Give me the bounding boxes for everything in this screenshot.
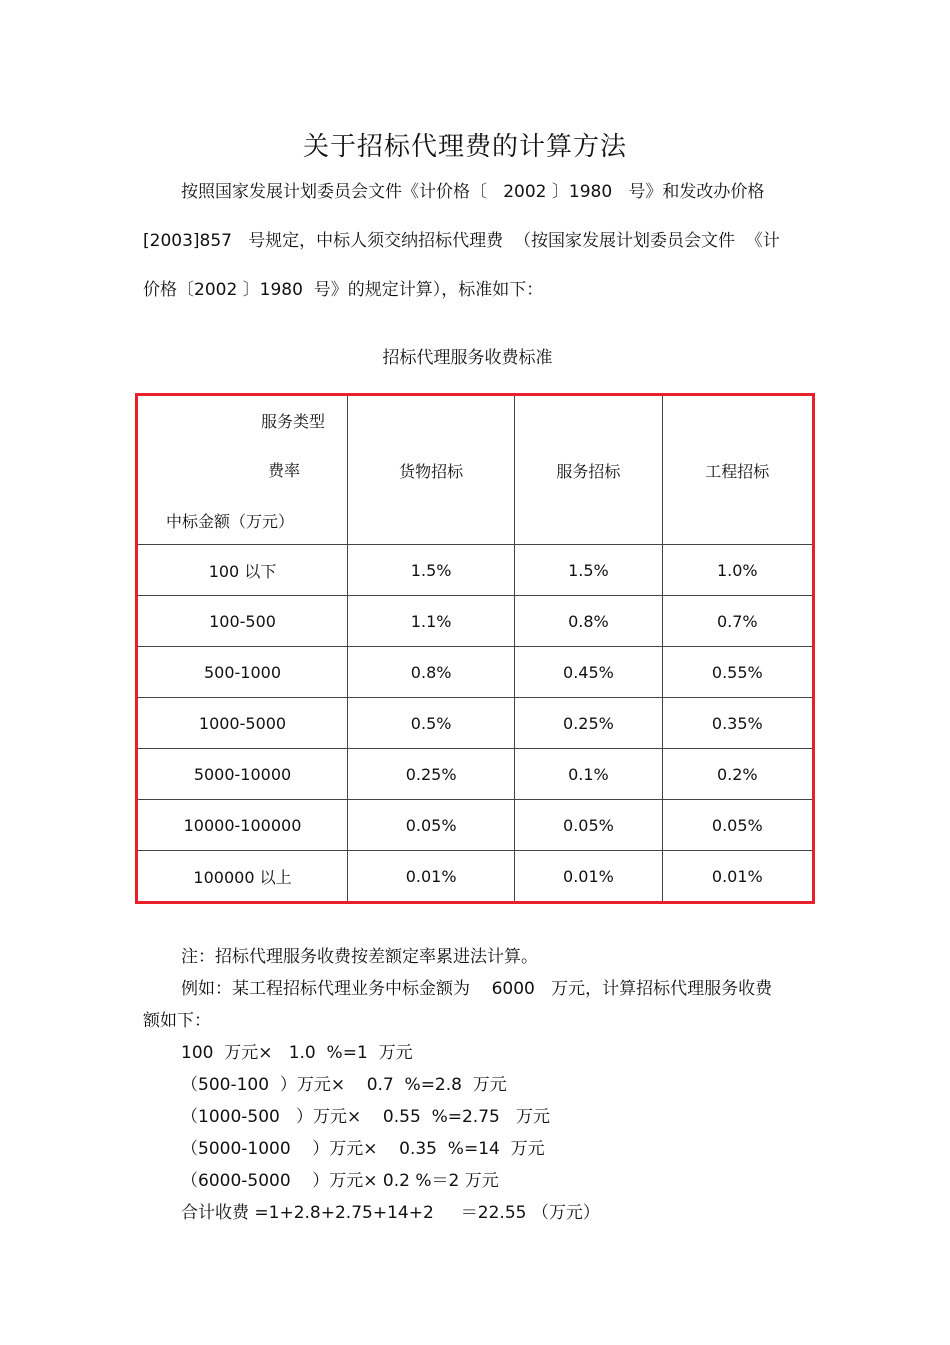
corner-header-cell — [137, 395, 348, 545]
intro-paragraph — [143, 168, 813, 315]
calc-line: （500-100 ）万元× 0.7 %=2.8 万元 — [181, 1075, 507, 1095]
example-line-1: 例如：某工程招标代理业务中标金额为 6000 万元，计算招标代理服务收费 — [181, 979, 773, 999]
intro-line-2: [2003]857 号规定，中标人须交纳招标代理费 （按国家发展计划委员会文件 《计 — [143, 231, 780, 251]
corner-bid-amount: 中标金额（万元） — [166, 512, 295, 531]
cell-goods-rate: 0.8% — [348, 647, 515, 698]
cell-goods-rate: 1.1% — [348, 596, 515, 647]
cell-range: 100-500 — [137, 596, 348, 647]
cell-service-rate: 0.05% — [515, 800, 662, 851]
cell-service-rate: 0.8% — [515, 596, 662, 647]
cell-range: 100 以下 — [137, 545, 348, 596]
fee-standard-table — [135, 393, 815, 904]
cell-engineering-rate: 1.0% — [662, 545, 813, 596]
cell-goods-rate: 0.5% — [348, 698, 515, 749]
cell-service-rate: 0.45% — [515, 647, 662, 698]
cell-engineering-rate: 0.55% — [662, 647, 813, 698]
calc-line: 100 万元× 1.0 %=1 万元 — [181, 1043, 413, 1063]
calc-line: （6000-5000 ）万元× 0.2 %＝2 万元 — [181, 1171, 499, 1191]
cell-range: 5000-10000 — [137, 749, 348, 800]
table-row — [137, 698, 814, 749]
total-line: 合计收费 =1+2.8+2.75+14+2 ＝22.55 （万元） — [181, 1203, 600, 1223]
header-service: 服务招标 — [515, 395, 662, 545]
header-engineering: 工程招标 — [662, 395, 813, 545]
table-row — [137, 749, 814, 800]
cell-engineering-rate: 0.2% — [662, 749, 813, 800]
cell-service-rate: 0.01% — [515, 851, 662, 903]
example-line-2: 额如下： — [143, 1011, 211, 1031]
cell-range: 100000 以上 — [137, 851, 348, 903]
cell-engineering-rate: 0.35% — [662, 698, 813, 749]
intro-line-3: 价格〔2002 〕1980 号》的规定计算），标准如下： — [143, 280, 544, 300]
cell-goods-rate: 1.5% — [348, 545, 515, 596]
cell-service-rate: 0.25% — [515, 698, 662, 749]
cell-engineering-rate: 0.7% — [662, 596, 813, 647]
header-goods: 货物招标 — [348, 395, 515, 545]
table-row — [137, 545, 814, 596]
table-row — [137, 851, 814, 903]
cell-goods-rate: 0.05% — [348, 800, 515, 851]
calc-line: （5000-1000 ）万元× 0.35 %=14 万元 — [181, 1139, 545, 1159]
calc-line: （1000-500 ）万元× 0.55 %=2.75 万元 — [181, 1107, 551, 1127]
cell-goods-rate: 0.01% — [348, 851, 515, 903]
intro-line-1: 按照国家发展计划委员会文件《计价格〔 2002 〕1980 号》和发改办价格 — [181, 182, 765, 202]
table-row — [137, 800, 814, 851]
cell-engineering-rate: 0.01% — [662, 851, 813, 903]
note-text: 注：招标代理服务收费按差额定率累进法计算。 — [181, 947, 538, 967]
cell-engineering-rate: 0.05% — [662, 800, 813, 851]
document-title: 关于招标代理费的计算方法 — [302, 132, 627, 162]
corner-fee-rate: 费率 — [268, 461, 301, 480]
cell-range: 10000-100000 — [137, 800, 348, 851]
corner-service-type: 服务类型 — [261, 412, 326, 431]
cell-goods-rate: 0.25% — [348, 749, 515, 800]
table-caption: 招标代理服务收费标准 — [382, 348, 553, 368]
table-row — [137, 596, 814, 647]
table-header-row — [137, 395, 814, 545]
cell-range: 1000-5000 — [137, 698, 348, 749]
cell-range: 500-1000 — [137, 647, 348, 698]
cell-service-rate: 1.5% — [515, 545, 662, 596]
table-row — [137, 647, 814, 698]
notes-section — [143, 941, 813, 1229]
cell-service-rate: 0.1% — [515, 749, 662, 800]
